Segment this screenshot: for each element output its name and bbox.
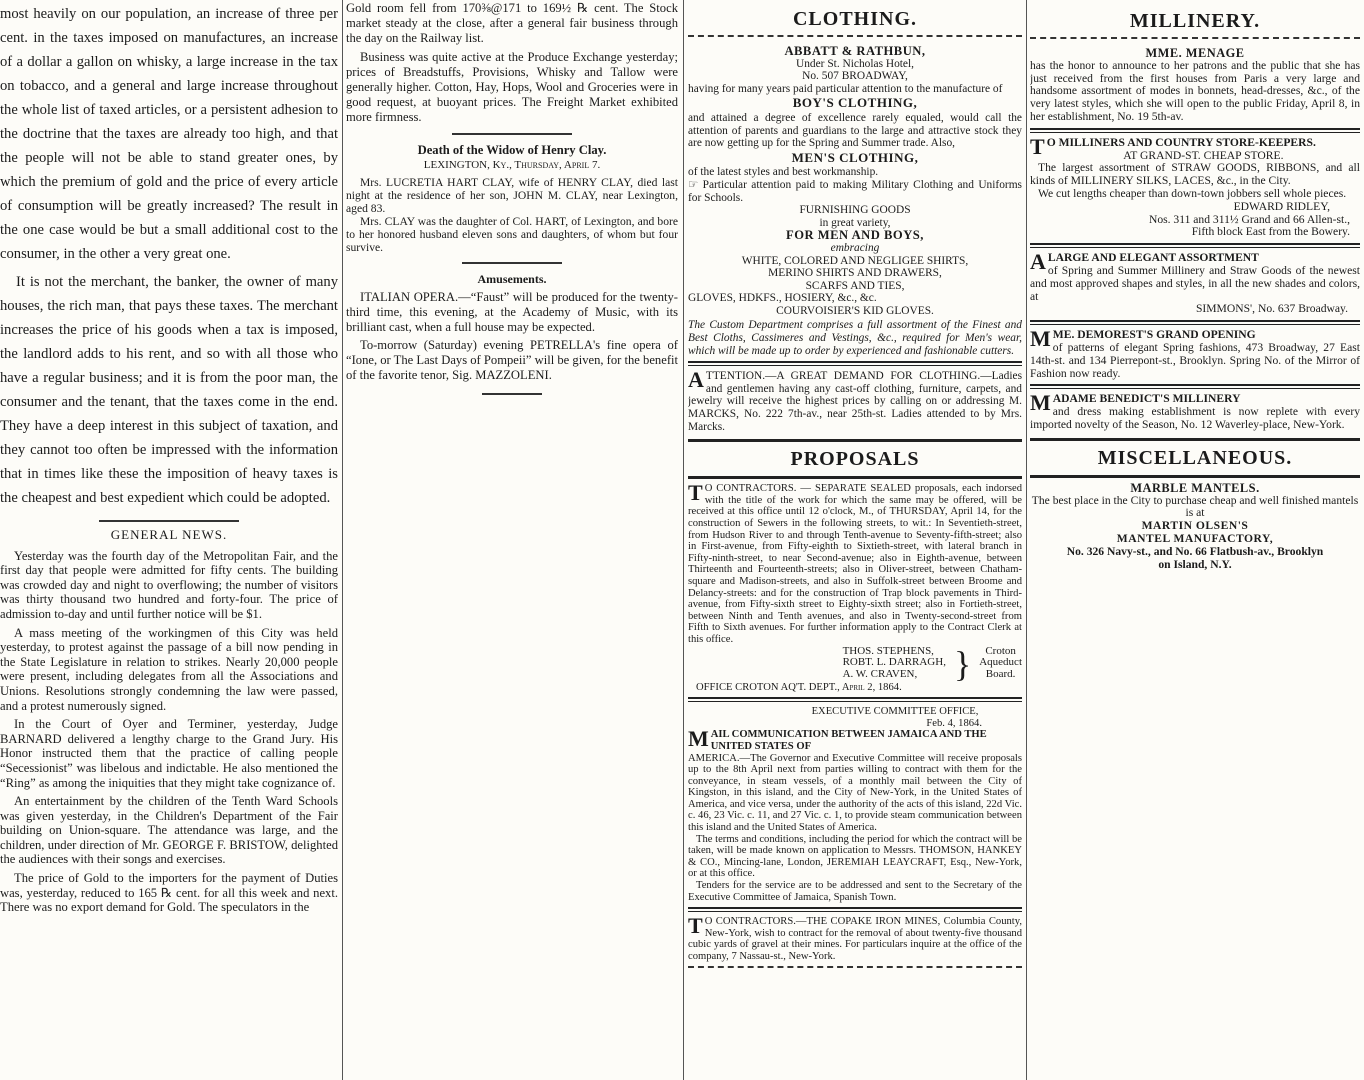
column-rule bbox=[1026, 0, 1027, 1080]
marble-mantels-ad bbox=[1030, 482, 1360, 572]
abbatt-text: having for many years paid particular attention to the manufacture of bbox=[688, 82, 1003, 95]
copake-ad bbox=[688, 913, 1022, 962]
heading-rule bbox=[688, 35, 1022, 41]
section-divider bbox=[482, 393, 542, 395]
news-item: The price of Gold to the importers for the payment of Duties was, yesterday, reduced to 165 ℞ cent. for all this week and next. There was no export demand for Gold. The speculators in the bbox=[0, 871, 338, 915]
mail-text: The terms and conditions, including the period for which the contract will be taken, will be made known on application to Messrs. THOMSON, HANKEY & CO., Mincing-lane, London, JEREMIAH LEAYCRAFT, Esq., New-York, or at this office. bbox=[688, 833, 1022, 880]
section-divider bbox=[688, 476, 1022, 479]
ad-divider bbox=[1030, 384, 1360, 389]
amusements bbox=[346, 272, 678, 383]
editorial-paragraph: most heavily on our population, an increase of three per cent. in the taxes imposed on manufactures, an increase of a dollar a gallon on whisky, a large increase in the tax on tobacco, and a general and large increase throughout the whole list of taxed articles, or a persistent adhesion to the doctrine that the taxes are already too high, and that the people will not be able to stand greater ones, by which the premium of gold and the price of every article of consumption will be greatly increased? The result in the one case would be but a small additional cost to the consumer, in the other a very great one. bbox=[0, 6, 338, 262]
office-line: OFFICE CROTON AQ'T. DEPT., April 2, 1864. bbox=[696, 681, 902, 693]
drop-cap: T bbox=[1030, 133, 1045, 159]
olsen-address: No. 326 Navy-st., and No. 66 Flatbush-av., Brooklyn bbox=[1066, 544, 1324, 558]
variety-line: in great variety, bbox=[819, 216, 891, 229]
goods-line: SCARFS AND TIES, bbox=[805, 279, 905, 292]
contractors-text: O CONTRACTORS. — SEPARATE SEALED proposals, each indorsed with the title of the work for which the same may be offered, will be received at this office until 12 o'clock, M., of THURSDAY, April 14, for the construction of Sewers in the following streets, to wit.: In Seventieth-street, from Hudson River to and through Tenth-avenue to Seventy-fifth-street; also in First-avenue, from Fifty-eighth to Sixtieth-street, with lateral branch in Fifty-ninth-street, to near Second-avenue; also in Eighth-avenue, between Thirteenth and Fourteenth-streets; also in Oliver-street, between Chatham-square and Madison-streets, and also in Suffolk-street between Broome and Delancy-streets: and for the construction of Trap block pavements in Third-avenue, from Fifty-sixth street to Eighty-sixth street; also in Fortieth-street, between Ninth and Tenth avenues, and also in Twenty-second-street from Fifth to Sixth avenues. For further information apply to the Contract Clerk at this office. bbox=[688, 483, 1022, 645]
mail-text: AMERICA.—The Governor and Executive Committee will receive proposals up to the 8th April next from parties willing to contract with them for the conveyance, in steam vessels, of a monthly mail between the City of Kingston, in this island, and the City of New-York, in the United States of America, and vice versa, under the authority of the acts of this island, 22d Vic. c. 46, 23 Vic. c. 11, and 27 Vic. c. 1, to provide steam communication between this island and the United States of America. bbox=[688, 752, 1022, 834]
news-item: A mass meeting of the workingmen of this City was held yesterday, to protest against the passage of a bill now pending in the State Legislature in relation to strikes. Nearly 20,000 people were present, including delegates from all the Associations and Unions. Resolutions strongly condemning the law were passed, and a protest numerously signed. bbox=[0, 625, 338, 713]
milliners-ad bbox=[1030, 133, 1360, 239]
simmons-signature: SIMMONS', No. 637 Broadway. bbox=[1195, 302, 1348, 316]
attention-ad bbox=[688, 367, 1022, 433]
embracing-line: embracing bbox=[830, 241, 880, 254]
signatories bbox=[843, 646, 946, 682]
boys-clothing-heading: BOY'S CLOTHING, bbox=[792, 95, 918, 111]
proposals-heading: PROPOSALS bbox=[790, 448, 920, 471]
ridley-name: EDWARD RIDLEY, bbox=[1233, 199, 1330, 213]
croton-contractors-ad bbox=[688, 480, 1022, 693]
goods-line: GLOVES, HDKFS., HOSIERY, &c., &c. bbox=[688, 292, 877, 305]
mens-clothing-heading: MEN'S CLOTHING, bbox=[791, 149, 919, 165]
mail-text: Tenders for the service are to be addressed and sent to the Secretary of the Executive Committee of Jamaica, Spanish Town. bbox=[688, 880, 1022, 903]
column-rule bbox=[683, 0, 684, 1080]
amusement-item: ITALIAN OPERA.—“Faust” will be produced for the twenty-third time, this evening, at the Academy of Music, with its brilliant cast, when a full house may be expected. bbox=[346, 290, 678, 334]
attention-text: TTENTION.—A GREAT DEMAND FOR CLOTHING.—Ladies and gentlemen having any cast-off clothing, furniture, carpets, and jewelry will receive the highest prices by calling on or addressing M. MARCKS, No. 222 7th-av., near 25th-st. Ladies attended to by Mrs. Marcks. bbox=[688, 370, 1022, 433]
abbatt-text: and attained a degree of excellence rarely equaled, would call the attention of parents and guardians to the large and attractive stock they are now getting up for the Spring and Summer trade. Also, bbox=[688, 111, 1022, 150]
milliners-text: The largest assortment of STRAW GOODS, RIBBONS, and all kinds of MILLINERY SILKS, LACES, &c., in the City. bbox=[1030, 161, 1360, 188]
heading-rule bbox=[1030, 37, 1360, 43]
goods-line: WHITE, COLORED AND NEGLIGEE SHIRTS, bbox=[741, 254, 969, 267]
jamaica-mail-ad bbox=[688, 706, 1022, 903]
benedict-text: and dress making establishment is now replete with every imported novelty of the Season, No. 12 Waverley-place, New-York. bbox=[1030, 405, 1360, 431]
board-name-line: Board. bbox=[985, 667, 1016, 680]
demorest-ad bbox=[1030, 326, 1360, 380]
drop-cap: M bbox=[688, 726, 709, 752]
copake-text: O CONTRACTORS.—THE COPAKE IRON MINES, Columbia County, New-York, wish to contract for the removal of about twenty-five thousand cubic yards of gravel at their mines. For particulars inquire at the office of the company, 7 Nassau-st., New-York. bbox=[688, 916, 1022, 962]
section-divider bbox=[99, 520, 239, 522]
market-paragraph: Gold room fell from 170⅜@171 to 169½ ℞ cent. The Stock market steady at the close, after a general fair business through the day on the Railway list. bbox=[346, 1, 678, 45]
ad-divider bbox=[1030, 128, 1360, 133]
signatory: THOS. STEPHENS, bbox=[842, 644, 934, 657]
market-report bbox=[346, 0, 678, 125]
signatory: ROBT. L. DARRAGH, bbox=[842, 656, 946, 669]
simmons-heading: LARGE AND ELEGANT ASSORTMENT bbox=[1047, 251, 1259, 265]
simmons-ad bbox=[1030, 249, 1360, 316]
ad-divider bbox=[688, 907, 1022, 912]
demorest-heading: ME. DEMOREST'S GRAND OPENING bbox=[1052, 328, 1256, 342]
section-divider bbox=[452, 133, 572, 135]
section-divider bbox=[688, 966, 1022, 972]
drop-cap: T bbox=[688, 480, 703, 506]
menage-name: MME. MENAGE bbox=[1145, 46, 1245, 60]
section-divider bbox=[1030, 475, 1360, 478]
news-item: An entertainment by the children of the Tenth Ward Schools was given yesterday, in the Children's Department of the Fair building on Union-square. The attendance was large, and the children, under direction of Mr. GEORGE F. BRISTOW, delighted the audiences with their songs and exercises. bbox=[0, 794, 338, 867]
custom-department-text: The Custom Department comprises a full assortment of the Finest and Best Cloths, Cassimeres and Vestings, &c., required for Men's wear, which will be made up to order by experienced and fashionable cutters. bbox=[688, 319, 1022, 357]
drop-cap: M bbox=[1030, 390, 1051, 416]
ad-divider bbox=[688, 361, 1022, 366]
abbatt-firm: ABBATT & RATHBUN, bbox=[784, 44, 926, 58]
marble-text: The best place in the City to purchase cheap and well finished mantels is at bbox=[1031, 493, 1359, 520]
market-paragraph: Business was quite active at the Produce Exchange yesterday; prices of Breadstuffs, Provisions, Whisky and Tallow were generally higher. Cotton, Hay, Hops, Wool and Groceries were in good request, at buoyant prices. The Freight Market exhibited more firmness. bbox=[346, 50, 678, 124]
general-news-heading: GENERAL NEWS. bbox=[110, 527, 228, 542]
section-divider bbox=[688, 439, 1022, 442]
abbatt-rathbun-ad bbox=[688, 45, 1022, 357]
ridley-block: Fifth block East from the Bowery. bbox=[1191, 225, 1350, 239]
column-advertisements-millinery bbox=[1030, 0, 1360, 600]
clay-heading: Death of the Widow of Henry Clay. bbox=[417, 143, 607, 157]
ad-divider bbox=[688, 697, 1022, 702]
editorial-article bbox=[0, 0, 338, 510]
milliners-subheading: AT GRAND-ST. CHEAP STORE. bbox=[1123, 148, 1284, 162]
men-and-boys-heading: FOR MEN AND BOYS, bbox=[786, 228, 924, 243]
column-editorial bbox=[0, 0, 338, 1080]
simmons-text: of Spring and Summer Millinery and Straw Goods of the newest and most approved shapes and styles, in all the new shades and colors, at bbox=[1030, 263, 1360, 303]
signatory: A. W. CRAVEN, bbox=[842, 667, 918, 680]
clay-article bbox=[346, 143, 678, 254]
goods-line: MERINO SHIRTS AND DRAWERS, bbox=[768, 267, 942, 280]
editorial-paragraph: It is not the merchant, the banker, the owner of many houses, the rich man, that pays these taxes. The merchant increases the price of his goods when a tax is imposed, the landlord adds to his rent, and so with all those who have a regular business; and it is from the poor man, the consumer and the tenant, that the taxes come in the end. They have a deep interest in this subject of taxation, and they cannot too often be impressed with the information that in times like these the imposition of heavy taxes is the cheapest and best expedient which could be adopted. bbox=[0, 274, 338, 506]
board-name-line: Croton bbox=[985, 644, 1016, 657]
benedict-heading: ADAME BENEDICT'S MILLINERY bbox=[1052, 392, 1241, 406]
exec-date: Feb. 4, 1864. bbox=[926, 717, 982, 729]
ad-divider bbox=[1030, 243, 1360, 248]
olsen-firm: MANTEL MANUFACTORY, bbox=[1116, 531, 1274, 545]
section-divider bbox=[1030, 438, 1360, 441]
board-name-line: Aqueduct bbox=[979, 656, 1022, 669]
drop-cap: T bbox=[688, 913, 703, 939]
brace-glyph: } bbox=[953, 643, 972, 684]
amusement-item: To-morrow (Saturday) evening PETRELLA's fine opera of “Ione, or The Last Days of Pompeii” will be given, for the benefit of the favorite tenor, Sig. MAZZOLENI. bbox=[346, 338, 678, 382]
clay-dateline: LEXINGTON, Ky., Thursday, April 7. bbox=[423, 159, 601, 171]
column-rule bbox=[342, 0, 343, 1080]
milliners-heading: O MILLINERS AND COUNTRY STORE-KEEPERS. bbox=[1046, 135, 1316, 149]
abbatt-location: Under St. Nicholas Hotel, bbox=[796, 57, 914, 70]
column-advertisements-clothing bbox=[688, 0, 1022, 1080]
drop-cap: A bbox=[688, 367, 704, 393]
exec-office: EXECUTIVE COMMITTEE OFFICE, bbox=[811, 706, 979, 718]
column-news bbox=[346, 0, 678, 450]
board-name bbox=[979, 646, 1022, 682]
amusements-heading: Amusements. bbox=[477, 272, 547, 286]
menage-ad bbox=[1030, 47, 1360, 124]
section-divider bbox=[462, 262, 562, 264]
milliners-text: We cut lengths cheaper than down-town jobbers sell whole pieces. bbox=[1038, 186, 1347, 200]
goods-line: COURVOISIER'S KID GLOVES. bbox=[776, 304, 934, 317]
clothing-heading: CLOTHING. bbox=[792, 8, 918, 30]
drop-cap: M bbox=[1030, 326, 1051, 352]
menage-text: has the honor to announce to her patrons and the public that she has just received from the first houses from Paris a very large and handsome assortment of modes in bonnets, head-dresses, &c., of the very latest styles, which she will open to the public Friday, April 8, in her establishment, No. 19 5th-av. bbox=[1030, 58, 1360, 123]
abbatt-address: No. 507 BROADWAY, bbox=[802, 70, 908, 83]
drop-cap: A bbox=[1030, 249, 1046, 275]
abbatt-text: ☞ Particular attention paid to making Military Clothing and Uniforms for Schools. bbox=[688, 178, 1022, 204]
marble-heading: MARBLE MANTELS. bbox=[1130, 480, 1260, 495]
benedict-ad bbox=[1030, 390, 1360, 431]
olsen-address: on Island, N.Y. bbox=[1158, 557, 1232, 571]
news-item: Yesterday was the fourth day of the Metropolitan Fair, and the first day that people were admitted for fifty cents. The building was crowded day and night to overflowing; the number of visitors was thirty thousand two hundred and forty-four. The price of admission to-day and until further notice will be $1. bbox=[0, 548, 338, 621]
mail-heading: AIL COMMUNICATION BETWEEN JAMAICA AND THE UNITED STATES OF bbox=[710, 729, 987, 752]
demorest-text: of patterns of elegant Spring fashions, 473 Broadway, 27 East 14th-st. and 134 Pierrepont-st., Brooklyn. Spring No. of the Mirror of Fashion now ready. bbox=[1030, 340, 1360, 380]
general-news bbox=[0, 528, 338, 915]
news-item: In the Court of Oyer and Terminer, yesterday, Judge BARNARD delivered a lengthy charge to the Grand Jury. His Honor instructed them that the practice of calling people “Secessionist” was libelous and indictable. He also mentioned the “Ring” as among the iniquities that they might take cognizance of. bbox=[0, 717, 338, 790]
signature-block bbox=[688, 643, 1022, 684]
ad-divider bbox=[1030, 320, 1360, 325]
millinery-heading: MILLINERY. bbox=[1129, 10, 1261, 32]
miscellaneous-heading: MISCELLANEOUS. bbox=[1097, 446, 1293, 469]
ridley-address: Nos. 311 and 311½ Grand and 66 Allen-st., bbox=[1148, 212, 1350, 226]
clay-paragraph: Mrs. LUCRETIA HART CLAY, wife of HENRY CLAY, died last night at the residence of her son, JOHN M. CLAY, near Lexington, aged 83. bbox=[346, 176, 678, 215]
olsen-name: MARTIN OLSEN'S bbox=[1141, 519, 1249, 533]
furnishing-goods: FURNISHING GOODS bbox=[799, 204, 911, 217]
abbatt-text: of the latest styles and best workmanship. bbox=[688, 166, 879, 179]
clay-paragraph: Mrs. CLAY was the daughter of Col. HART, of Lexington, and bore to her honored husband eleven sons and daughters, of whom but four survive. bbox=[346, 215, 678, 254]
